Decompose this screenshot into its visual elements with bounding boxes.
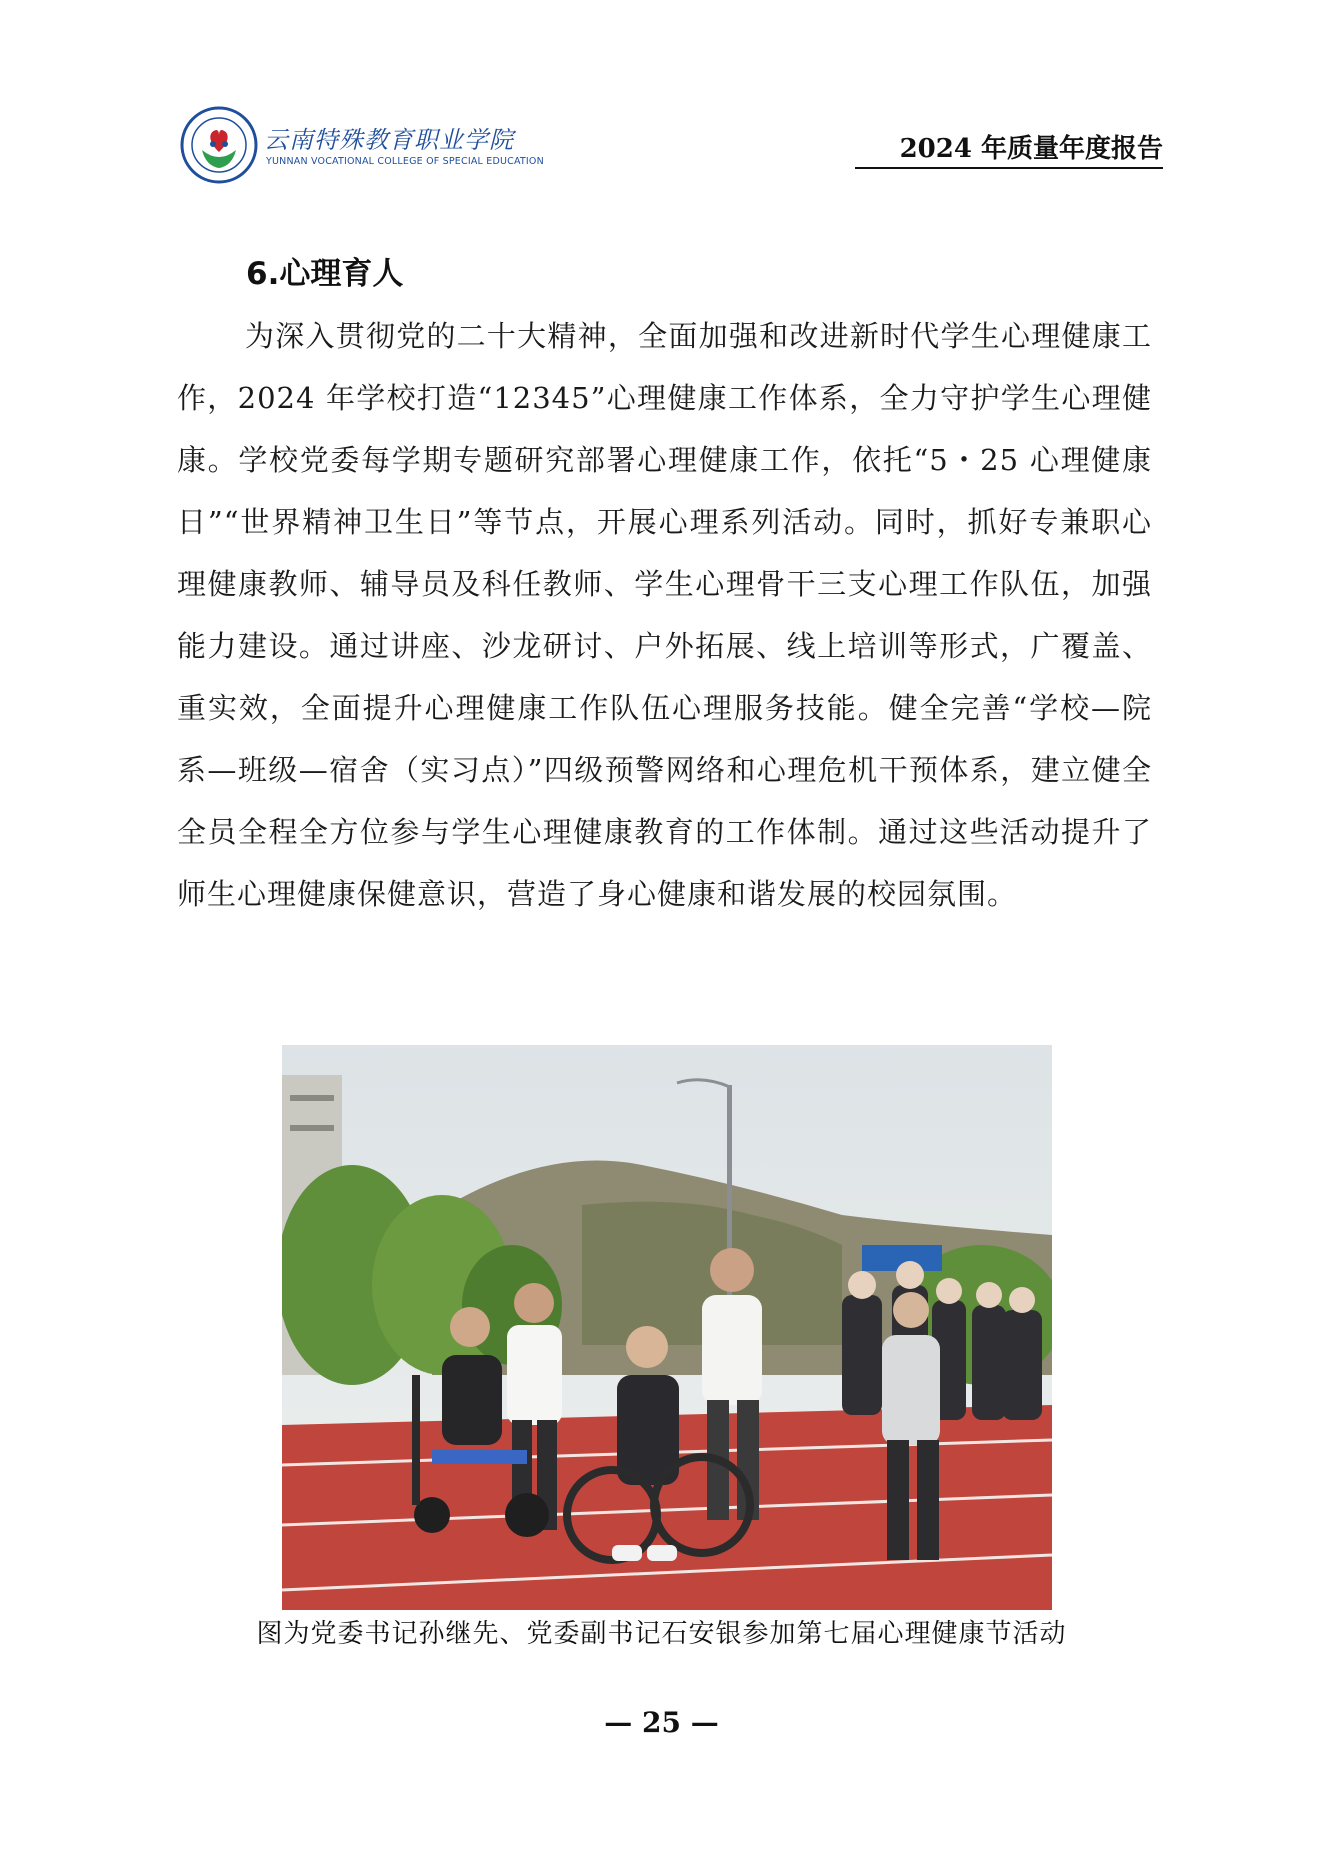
header-divider	[855, 167, 1163, 169]
figure-caption: 图为党委书记孙继先、党委副书记石安银参加第七届心理健康节活动	[256, 1619, 1067, 1649]
report-title: 2024 年质量年度报告	[899, 134, 1163, 164]
college-logo	[180, 106, 544, 184]
college-name-cn: 云南特殊教育职业学院	[264, 126, 514, 154]
page-number: — 25 —	[604, 1706, 719, 1739]
running-event-illustration	[282, 1045, 1052, 1610]
section-heading: 6.心理育人	[246, 256, 404, 292]
body-paragraph: 为深入贯彻党的二十大精神，全面加强和改进新时代学生心理健康工作，2024 年学校打造“12345”心理健康工作体系，全力守护学生心理健康。学校党委每学期专题研究部署心理健康工作，依托“5・25 心理健康日”“世界精神卫生日”等节点，开展心理系列活动。同时，抓好专兼职心理健康教师、辅导员及科任教师、学生心理骨干三支心理工作队伍，加强能力建设。通过讲座、沙龙研讨、户外拓展、线上培训等形式，广覆盖、重实效，全面提升心理健康工作队伍心理服务技能。健全完善“学校—院系—班级—宿舍（实习点）”四级预警网络和心理危机干预体系，建立健全全员全程全方位参与学生心理健康教育的工作体制。通过这些活动提升了师生心理健康保健意识，营造了身心健康和谐发展的校园氛围。	[177, 319, 1152, 911]
college-name-en: YUNNAN VOCATIONAL COLLEGE OF SPECIAL EDUCATION	[266, 156, 544, 167]
event-photo	[282, 1045, 1052, 1610]
college-seal-icon	[180, 106, 258, 184]
